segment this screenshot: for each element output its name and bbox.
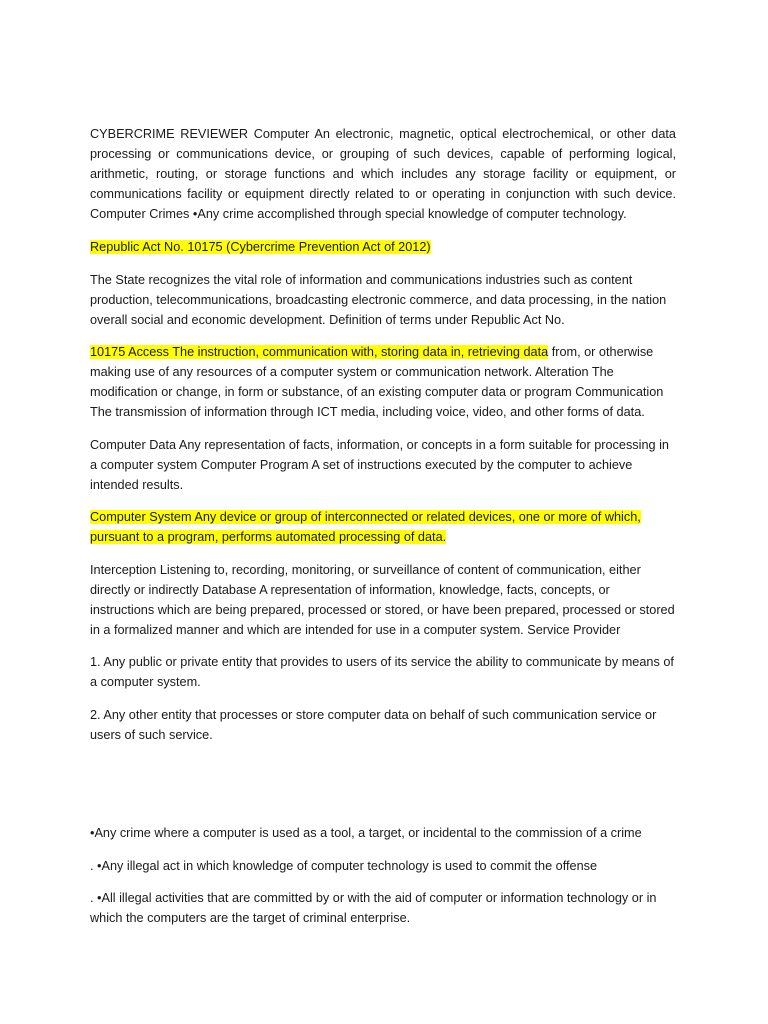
highlighted-text: 10175 Access The instruction, communication with, storing data in, retrieving data xyxy=(90,345,549,359)
paragraph-text: from, or otherwise making use of any resources of a computer system or communication network. Alteration The modification or change, in form or substance, of an existing computer data or program Communication The transmission of information through ICT media, including voice, video, and other forms of data. xyxy=(90,345,664,419)
document-body xyxy=(90,124,676,941)
blank-space xyxy=(90,757,676,823)
paragraph-computer-system-definition xyxy=(90,507,676,547)
highlighted-text: Republic Act No. 10175 (Cybercrime Prevention Act of 2012) xyxy=(90,239,431,254)
paragraph-bullet-illegal-act: . •Any illegal act in which knowledge of computer technology is used to commit the offense xyxy=(90,858,598,873)
paragraph-bullet-illegal-activities: . •All illegal activities that are committed by or with the aid of computer or information technology or in which the computers are the target of criminal enterprise. xyxy=(90,891,657,925)
paragraph-service-provider-item-2: 2. Any other entity that processes or store computer data on behalf of such communication service or users of such service. xyxy=(90,707,657,742)
paragraph-republic-act-heading xyxy=(90,237,676,257)
paragraph-computer-data-definition: Computer Data Any representation of facts, information, or concepts in a form suitable for processing in a computer system Computer Program A set of instructions executed by the computer to achieve intended results. xyxy=(90,437,669,492)
paragraph-interception-definition: Interception Listening to, recording, monitoring, or surveillance of content of communication, either directly or indirectly Database A representation of information, knowledge, facts, concepts, or instructions which are being prepared, processed or stored, or have been prepared, processed or stored in a formalized manner and which are intended for use in a computer system. Service Provider xyxy=(90,562,675,637)
paragraph-cybercrime-reviewer-intro: CYBERCRIME REVIEWER Computer An electronic, magnetic, optical electrochemical, or other data processing or communications device, or grouping of such devices, capable of performing logical, arithmetic, routing, or storage functions and which includes any storage facility or equipment, or communications facility or equipment directly related to or operating in conjunction with such device. Computer Crimes •Any crime accomplished through special knowledge of computer technology. xyxy=(90,127,676,221)
paragraph-access-definition xyxy=(90,342,676,422)
paragraph-service-provider-item-1: 1. Any public or private entity that provides to users of its service the ability to communicate by means of a computer system. xyxy=(90,655,674,689)
paragraph-state-recognizes: The State recognizes the vital role of information and communications industries such as content production, telecommunications, broadcasting electronic commerce, and data processing, in the nation overall social and economic development. Definition of terms under Republic Act No. xyxy=(90,272,667,327)
highlighted-text: Computer System Any device or group of interconnected or related devices, one or more of which, pursuant to a program, performs automated processing of data. xyxy=(90,510,641,544)
paragraph-bullet-computer-tool: •Any crime where a computer is used as a tool, a target, or incidental to the commission of a crime xyxy=(90,826,642,840)
